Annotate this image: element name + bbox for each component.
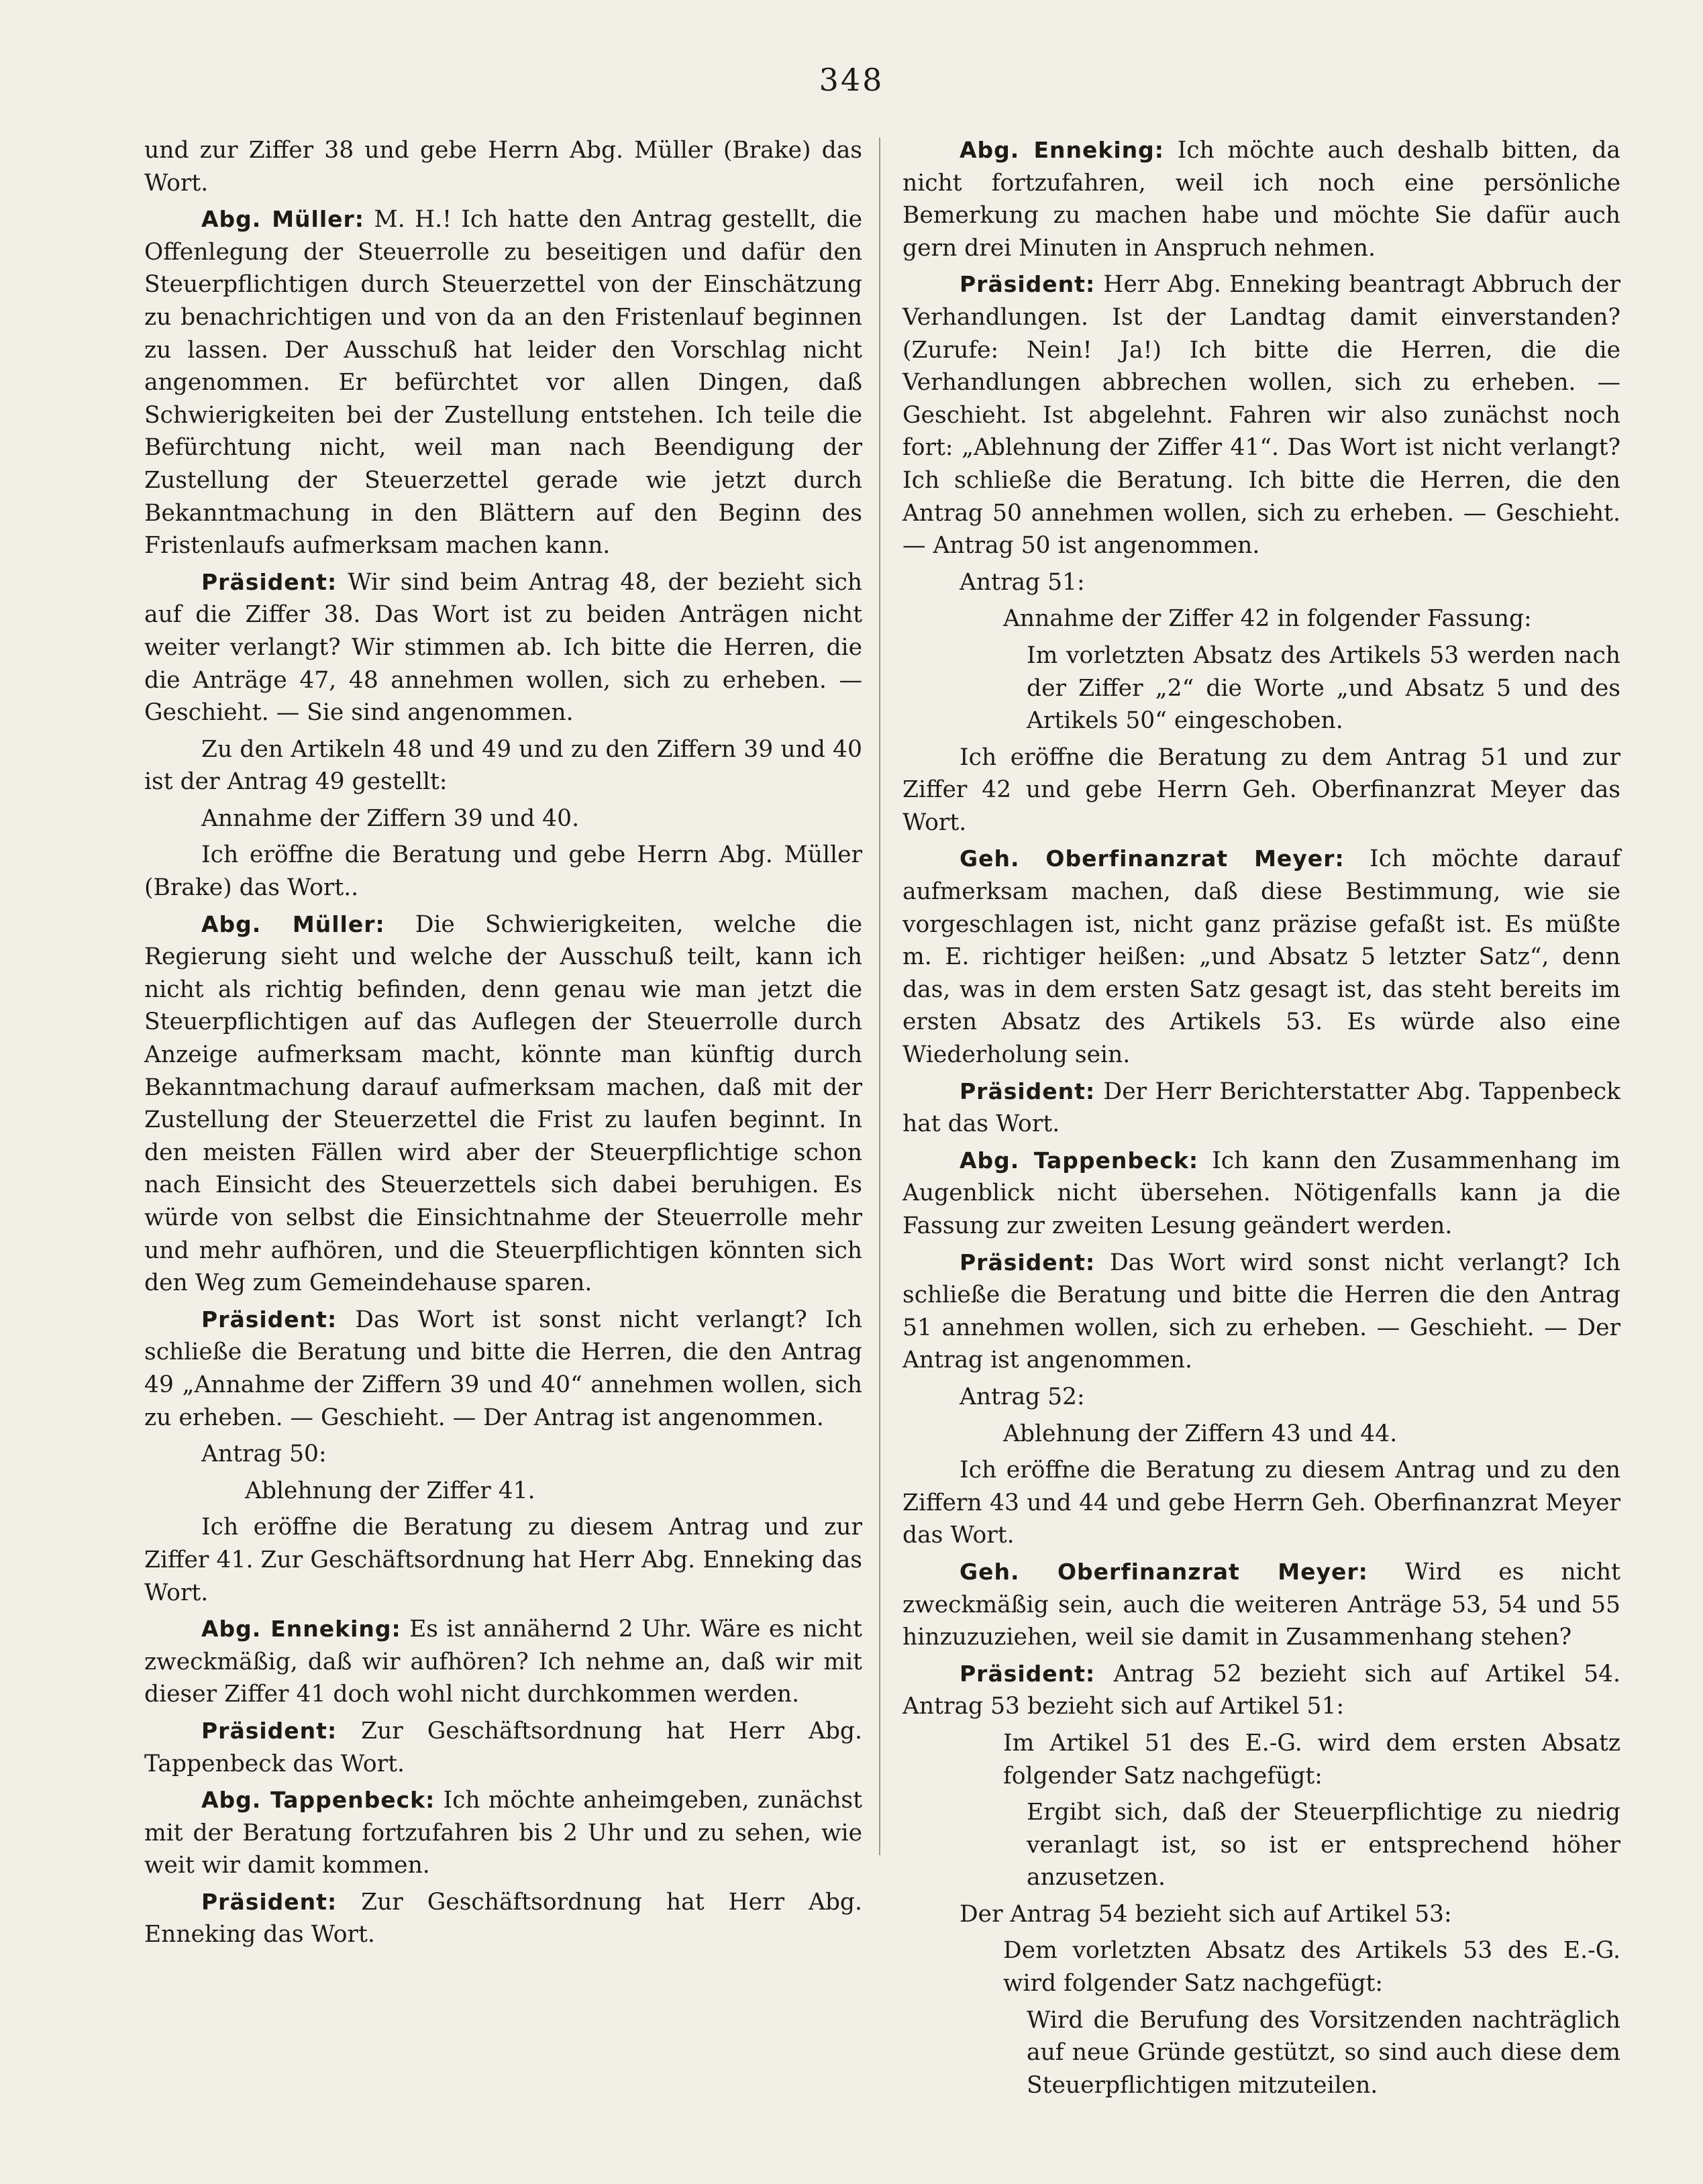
paragraph [144,1475,862,1508]
paragraph [902,1898,1620,1931]
paragraph-text: Im Artikel 51 des E.-G. wird dem ersten Absatz folgender Satz nachgefügt: [1003,1729,1620,1789]
paragraph-text: Die Schwierigkeiten, welche die Regierung sieht und welche der Ausschuß teilt, kann ich nicht als richtig befinden, denn genau wie man jetzt die Steuerpflichtigen auf das Auflegen der Steuerrolle durch Anzeige aufmerksam macht, könnte man künftig durch Bekanntmachung darauf aufmerksam machen, daß mit der Zustellung der Steuerzettel die Frist zu laufen beginnt. In den meisten Fällen wird aber der Steuerpflichtige schon nach Einsicht des Steuerzettels sich dabei beruhigen. Es würde von selbst die Einsichtnahme der Steuerrolle mehr und mehr aufhören, und die Steuerpflichtigen könnten sich den Weg zum Gemeindehause sparen. [144,911,862,1297]
column-divider [879,138,880,1855]
paragraph [902,1454,1620,1552]
paragraph [144,1438,862,1471]
paragraph-text: Ich eröffne die Beratung und gebe Herrn Abg. Müller (Brake) das Wort.. [144,841,862,902]
paragraph-text: Ich eröffne die Beratung zu dem Antrag 51 und zur Ziffer 42 und gebe Herrn Geh. Oberfinanzrat Meyer das Wort. [902,743,1620,836]
paragraph-text: Antrag 52: [960,1383,1085,1410]
speaker-name: Abg. Tappenbeck: [201,1787,435,1814]
speaker-name: Präsident: [201,1717,338,1744]
paragraph-text: M. H.! Ich hatte den Antrag gestellt, die Offenlegung der Steuerrolle zu beseitigen und dafür den Steuerpflichtigen durch Steuerzettel von der Einschätzung zu benachrichtigen und von da an den Fristenlauf beginnen zu lassen. Der Ausschuß hat leider den Vorschlag nicht angenommen. Er befürchtet vor allen Dingen, daß Schwierigkeiten bei der Zustellung entstehen. Ich teile die Befürchtung nicht, weil man nach Beendigung der Zustellung der Steuerzettel gerade wie jetzt durch Bekanntmachung in den Blättern auf den Beginn des Fristenlaufs aufmerksam machen kann. [144,206,862,560]
paragraph-text: Ergibt sich, daß der Steuerpflichtige zu niedrig veranlagt ist, so ist er entsprechend höher anzusetzen. [1027,1799,1620,1891]
paragraph [144,908,862,1300]
paragraph [902,741,1620,839]
paragraph [902,843,1620,1071]
paragraph-text: Annahme der Ziffern 39 und 40. [201,804,580,832]
paragraph [144,1886,862,1951]
paragraph [902,1418,1620,1451]
paragraph-text: Ich kann den Zusammenhang im Augenblick nicht übersehen. Nötigenfalls kann ja die Fassung zur zweiten Lesung geändert werden. [902,1147,1620,1239]
paragraph [902,1247,1620,1377]
paragraph [902,2004,1620,2102]
paragraph-text: Ich eröffne die Beratung zu diesem Antrag und zu den Ziffern 43 und 44 und gebe Herrn Geh. Oberfinanzrat Meyer das Wort. [902,1457,1620,1549]
paragraph [144,1715,862,1780]
paragraph-text: Ich möchte auch deshalb bitten, da nicht fortzufahren, weil ich noch eine persönliche Bemerkung zu machen habe und möchte Sie dafür auch gern drei Minuten in Anspruch nehmen. [902,137,1621,262]
paragraph-text: Der Herr Berichterstatter Abg. Tappenbeck hat das Wort. [902,1078,1620,1138]
paragraph-text: Wir sind beim Antrag 48, der bezieht sich auf die Ziffer 38. Das Wort ist zu beiden Anträgen nicht weiter verlangt? Wir stimmen ab. Ich bitte die Herren, die die Anträge 47, 48 annehmen wollen, sich zu erheben. — Geschieht. — Sie sind angenommen. [144,568,862,727]
speaker-name: Präsident: [960,1249,1096,1276]
paragraph [144,203,862,562]
paragraph [902,603,1620,635]
paragraph-text: Ich möchte anheimgeben, zunächst mit der Beratung fortzufahren bis 2 Uhr und zu sehen, wie weit wir damit kommen. [144,1787,862,1879]
paragraph-text: Im vorletzten Absatz des Artikels 53 werden nach der Ziffer „2“ die Worte „und Absatz 5 und des Artikels 50“ eingeschoben. [1027,641,1620,735]
paragraph [144,1304,862,1434]
paragraph-text: Zu den Artikeln 48 und 49 und zu den Ziffern 39 und 40 ist der Antrag 49 gestellt: [144,735,862,796]
paragraph-text: Es ist annähernd 2 Uhr. Wäre es nicht zweckmäßig, daß wir aufhören? Ich nehme an, daß wir mit dieser Ziffer 41 doch wohl nicht durchkommen werden. [144,1616,862,1708]
speaker-name: Abg. Tappenbeck: [960,1147,1199,1174]
paragraph-text: und zur Ziffer 38 und gebe Herrn Abg. Müller (Brake) das Wort. [144,137,862,197]
paragraph-text: Herr Abg. Enneking beantragt Abbruch der Verhandlungen. Ist der Landtag damit einverstanden? (Zurufe: Nein! Ja!) Ich bitte die Herren, die die Verhandlungen abbrechen wollen, sich zu erheben. — Geschieht. Ist abgelehnt. Fahren wir also zunächst noch fort: „Ablehnung der Ziffer 41“. Das Wort ist nicht verlangt? Ich schließe die Beratung. Ich bitte die Herren, die den Antrag 50 annehmen wollen, sich zu erheben. — Geschieht. — Antrag 50 ist angenommen. [902,271,1620,560]
speaker-name: Abg. Enneking: [960,137,1164,163]
paragraph [144,1784,862,1882]
paragraph-text: Ich möchte darauf aufmerksam machen, daß diese Bestimmung, wie sie vorgeschlagen ist, nicht ganz präzise gefaßt ist. Es müßte m. E. richtiger heißen: „und Absatz 5 letzter Satz“, denn das, was in dem ersten Satz gesagt ist, das steht bereits im ersten Absatz des Artikels 53. Es würde also eine Wiederholung sein. [902,845,1620,1069]
paragraph [902,1727,1620,1792]
paragraph-text: Zur Geschäftsordnung hat Herr Abg. Enneking das Wort. [144,1888,862,1948]
paragraph-text: Zur Geschäftsordnung hat Herr Abg. Tappenbeck das Wort. [144,1717,862,1777]
paragraph [144,733,862,798]
paragraph-text: Ich eröffne die Beratung zu diesem Antrag und zur Ziffer 41. Zur Geschäftsordnung hat Herr Abg. Enneking das Wort. [144,1514,862,1606]
paragraph [902,1934,1620,1999]
paragraph-text: Antrag 50: [201,1441,327,1468]
page-number: 348 [819,62,884,98]
speaker-name: Geh. Oberfinanzrat Meyer: [960,845,1345,872]
speaker-name: Präsident: [201,568,338,595]
paragraph-text: Antrag 52 bezieht sich auf Artikel 54. Antrag 53 bezieht sich auf Artikel 51: [902,1660,1620,1720]
paragraph-text: Das Wort ist sonst nicht verlangt? Ich schließe die Beratung und bitte die Herren, die den Antrag 49 „Annahme der Ziffern 39 und 40“ annehmen wollen, sich zu erheben. — Geschieht. — Der Antrag ist angenommen. [144,1306,862,1431]
paragraph [144,839,862,904]
paragraph [144,134,862,199]
paragraph [902,566,1620,599]
paragraph [902,1796,1620,1894]
paragraph [902,639,1620,737]
paragraph [144,802,862,835]
paragraph-text: Der Antrag 54 bezieht sich auf Artikel 53: [960,1900,1452,1928]
paragraph-text: Dem vorletzten Absatz des Artikels 53 des E.-G. wird folgender Satz nachgefügt: [1003,1937,1620,1997]
paragraph-text: Ablehnung der Ziffern 43 und 44. [1003,1420,1398,1447]
right-column [902,134,1620,2105]
paragraph [144,566,862,729]
paragraph [902,1658,1620,1723]
paragraph [902,1076,1620,1141]
speaker-name: Präsident: [201,1888,338,1915]
paragraph [902,1381,1620,1414]
paragraph-text: Wird es nicht zweckmäßig sein, auch die weiteren Anträge 53, 54 und 55 hinzuzuziehen, weil sie damit in Zusammenhang stehen? [902,1558,1620,1651]
speaker-name: Abg. Müller: [201,911,385,937]
paragraph-text: Annahme der Ziffer 42 in folgender Fassung: [1003,605,1532,633]
paragraph-text: Das Wort wird sonst nicht verlangt? Ich schließe die Beratung und bitte die Herren die den Antrag 51 annehmen wollen, sich zu erheben. — Geschieht. — Der Antrag ist angenommen. [902,1249,1620,1374]
paragraph-text: Antrag 51: [960,568,1085,596]
speaker-name: Präsident: [960,271,1096,298]
paragraph [902,268,1620,562]
speaker-name: Präsident: [201,1306,338,1333]
paragraph [902,1145,1620,1243]
paragraph [144,1511,862,1609]
speaker-name: Geh. Oberfinanzrat Meyer: [960,1558,1368,1585]
speaker-name: Abg. Enneking: [201,1616,401,1643]
left-column [144,134,862,1955]
paragraph [902,1556,1620,1654]
speaker-name: Präsident: [960,1078,1096,1104]
paragraph-text: Ablehnung der Ziffer 41. [245,1477,535,1504]
speaker-name: Präsident: [960,1660,1096,1687]
paragraph [144,1613,862,1711]
paragraph [902,134,1620,264]
paragraph-text: Wird die Berufung des Vorsitzenden nachträglich auf neue Gründe gestützt, so sind auch diese dem Steuerpflichtigen mitzuteilen. [1027,2006,1620,2099]
speaker-name: Abg. Müller: [201,206,365,233]
